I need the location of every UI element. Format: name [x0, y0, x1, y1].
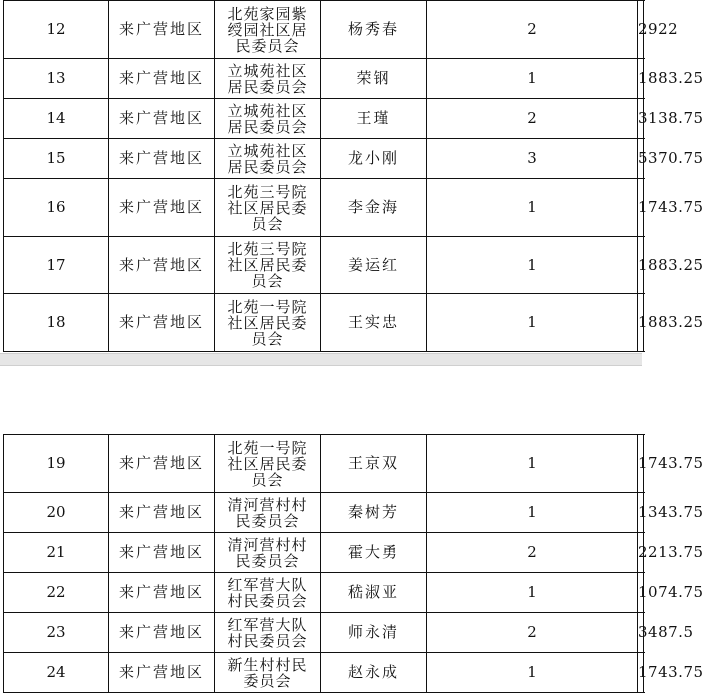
organization-cell: 清河营村村民委员会	[215, 533, 321, 573]
area-cell: 来广营地区	[109, 573, 215, 613]
amount-cell: 1743.75	[638, 435, 644, 493]
subsidy-table-page-1	[3, 0, 704, 352]
amount-cell: 2922	[638, 1, 644, 59]
subsidy-table-page-2	[3, 434, 704, 693]
person-name-cell: 荣钢	[321, 59, 427, 99]
table-row	[4, 59, 644, 99]
amount-cell: 1743.75	[638, 653, 644, 693]
area-cell: 来广营地区	[109, 237, 215, 294]
area-cell: 来广营地区	[109, 435, 215, 493]
amount-cell: 3487.5	[638, 613, 644, 653]
area-cell: 来广营地区	[109, 533, 215, 573]
person-name-cell: 嵇淑亚	[321, 573, 427, 613]
organization-cell: 红军营大队村民委员会	[215, 573, 321, 613]
amount-cell: 1074.75	[638, 573, 644, 613]
amount-cell: 3138.75	[638, 99, 644, 139]
area-cell: 来广营地区	[109, 99, 215, 139]
count-cell: 1	[427, 573, 638, 613]
person-name-cell: 姜运红	[321, 237, 427, 294]
person-name-cell: 李金海	[321, 179, 427, 237]
count-cell: 2	[427, 613, 638, 653]
amount-cell: 1743.75	[638, 179, 644, 237]
person-name-cell: 王京双	[321, 435, 427, 493]
amount-cell: 1343.75	[638, 493, 644, 533]
organization-cell: 清河营村村民委员会	[215, 493, 321, 533]
person-name-cell: 秦树芳	[321, 493, 427, 533]
row-number-cell: 12	[4, 1, 109, 59]
area-cell: 来广营地区	[109, 653, 215, 693]
row-number-cell: 18	[4, 294, 109, 352]
count-cell: 2	[427, 1, 638, 59]
person-name-cell: 杨秀春	[321, 1, 427, 59]
document-page-2	[0, 366, 704, 696]
person-name-cell: 龙小刚	[321, 139, 427, 179]
row-number-cell: 15	[4, 139, 109, 179]
row-number-cell: 21	[4, 533, 109, 573]
count-cell: 1	[427, 59, 638, 99]
organization-cell: 立城苑社区居民委员会	[215, 99, 321, 139]
area-cell: 来广营地区	[109, 179, 215, 237]
table-row	[4, 573, 644, 613]
table-row	[4, 653, 644, 693]
table-row	[4, 1, 644, 59]
person-name-cell: 王瑾	[321, 99, 427, 139]
person-name-cell: 师永清	[321, 613, 427, 653]
table-row	[4, 613, 644, 653]
row-number-cell: 23	[4, 613, 109, 653]
count-cell: 1	[427, 493, 638, 533]
organization-cell: 立城苑社区居民委员会	[215, 139, 321, 179]
organization-cell: 北苑三号院社区居民委员会	[215, 179, 321, 237]
row-number-cell: 20	[4, 493, 109, 533]
area-cell: 来广营地区	[109, 493, 215, 533]
row-number-cell: 16	[4, 179, 109, 237]
count-cell: 2	[427, 533, 638, 573]
row-number-cell: 19	[4, 435, 109, 493]
organization-cell: 北苑一号院社区居民委员会	[215, 294, 321, 352]
table-row	[4, 435, 644, 493]
organization-cell: 立城苑社区居民委员会	[215, 59, 321, 99]
person-name-cell: 霍大勇	[321, 533, 427, 573]
amount-cell: 1883.25	[638, 59, 644, 99]
table-row	[4, 493, 644, 533]
table-row	[4, 179, 644, 237]
area-cell: 来广营地区	[109, 613, 215, 653]
organization-cell: 红军营大队村民委员会	[215, 613, 321, 653]
count-cell: 1	[427, 237, 638, 294]
count-cell: 1	[427, 653, 638, 693]
count-cell: 3	[427, 139, 638, 179]
amount-cell: 1883.25	[638, 294, 644, 352]
row-number-cell: 22	[4, 573, 109, 613]
count-cell: 1	[427, 294, 638, 352]
area-cell: 来广营地区	[109, 294, 215, 352]
page-separator	[0, 353, 642, 366]
person-name-cell: 赵永成	[321, 653, 427, 693]
count-cell: 2	[427, 99, 638, 139]
count-cell: 1	[427, 179, 638, 237]
area-cell: 来广营地区	[109, 59, 215, 99]
area-cell: 来广营地区	[109, 1, 215, 59]
amount-cell: 5370.75	[638, 139, 644, 179]
table-row	[4, 99, 644, 139]
row-number-cell: 13	[4, 59, 109, 99]
count-cell: 1	[427, 435, 638, 493]
person-name-cell: 王实忠	[321, 294, 427, 352]
organization-cell: 北苑一号院社区居民委员会	[215, 435, 321, 493]
table-row	[4, 139, 644, 179]
table-row	[4, 237, 644, 294]
organization-cell: 新生村村民委员会	[215, 653, 321, 693]
row-number-cell: 14	[4, 99, 109, 139]
row-number-cell: 17	[4, 237, 109, 294]
amount-cell: 1883.25	[638, 237, 644, 294]
table-row	[4, 533, 644, 573]
area-cell: 来广营地区	[109, 139, 215, 179]
amount-cell: 2213.75	[638, 533, 644, 573]
table-row	[4, 294, 644, 352]
organization-cell: 北苑家园紫绶园社区居民委员会	[215, 1, 321, 59]
organization-cell: 北苑三号院社区居民委员会	[215, 237, 321, 294]
row-number-cell: 24	[4, 653, 109, 693]
